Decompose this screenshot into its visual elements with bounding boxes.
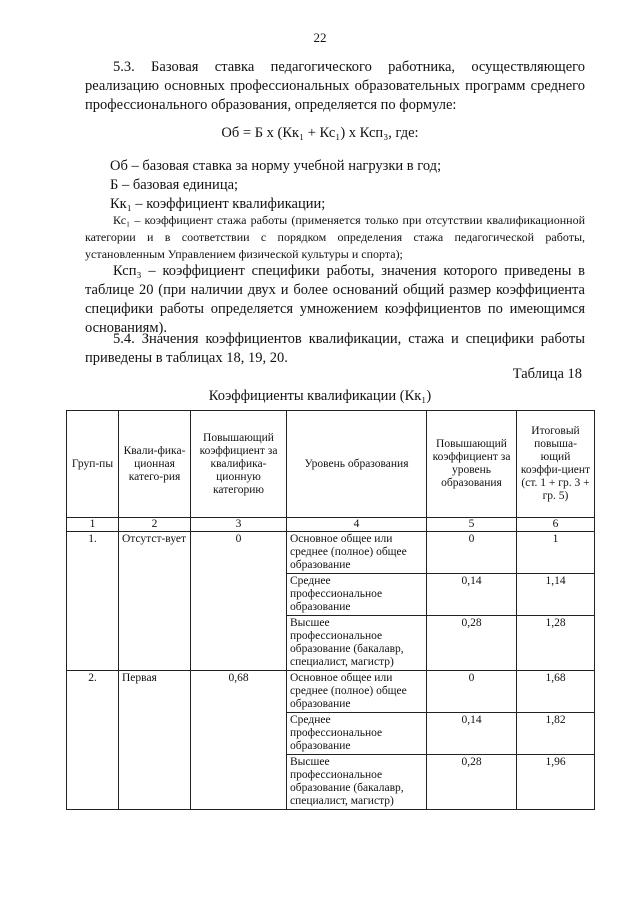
definition-ob: Об – базовая ставка за норму учебной нагрузки в год; <box>110 158 442 174</box>
education-level: Высшее профессиональное образование (бакалавр, специалист, магистр) <box>287 616 427 671</box>
formula: Об = Б х (Кк₁ + Кс₁) х Ксп₃, где: <box>221 125 419 141</box>
header-total-coef: Итоговый повыша-ющий коэффи-циент (ст. 1 + гр. 3 + гр. 5) <box>517 411 595 518</box>
total-coefficient: 1 <box>517 532 595 574</box>
total-coefficient: 1,82 <box>517 713 595 755</box>
column-number: 6 <box>517 518 595 532</box>
header-groups: Груп-пы <box>67 411 119 518</box>
table-row <box>67 671 595 713</box>
education-coefficient: 0,14 <box>427 713 517 755</box>
education-level: Среднее профессиональное образование <box>287 574 427 616</box>
table-label: Таблица 18 <box>512 366 582 382</box>
header-education-level: Уровень образования <box>287 411 427 518</box>
category-coefficient: 0 <box>191 532 287 671</box>
group-number: 2. <box>67 671 119 810</box>
definition-kc: Кс₁ – коэффициент стажа работы (применяется только при отсутствии квалификационной категории и в соответствии с порядком определения стажа педагогической работы, установленным Управлением физической культуры и спорта); <box>85 213 585 261</box>
qualification-coefficients-table <box>66 410 595 810</box>
total-coefficient: 1,14 <box>517 574 595 616</box>
column-number: 5 <box>427 518 517 532</box>
paragraph-5-3: 5.3. Базовая ставка педагогического работника, осуществляющего реализацию основных профессиональных образовательных программ среднего профессионального образования, определяется по формуле: <box>85 59 585 113</box>
column-number: 2 <box>119 518 191 532</box>
column-number: 3 <box>191 518 287 532</box>
header-category-coef: Повышающий коэффициент за квалифика-ционную категорию <box>191 411 287 518</box>
total-coefficient: 1,96 <box>517 755 595 810</box>
definition-b: Б – базовая единица; <box>110 177 239 193</box>
header-category: Квали-фика-ционная катего-рия <box>119 411 191 518</box>
category-coefficient: 0,68 <box>191 671 287 810</box>
education-coefficient: 0 <box>427 671 517 713</box>
education-coefficient: 0,14 <box>427 574 517 616</box>
table-title: Коэффициенты квалификации (Кк₁) <box>208 388 432 404</box>
group-number: 1. <box>67 532 119 671</box>
column-number: 4 <box>287 518 427 532</box>
qualification-category: Отсутст-вует <box>119 532 191 671</box>
definition-ksp: Ксп₃ – коэффициент специфики работы, значения которого приведены в таблице 20 (при наличии двух и более оснований общий размер коэффициента специфики работы определяется умножением коэффициентов по имеющимся основаниям). <box>85 263 585 336</box>
page-number: 22 <box>313 30 327 45</box>
education-coefficient: 0 <box>427 532 517 574</box>
education-coefficient: 0,28 <box>427 616 517 671</box>
header-education-coef: Повышающий коэффициент за уровень образования <box>427 411 517 518</box>
total-coefficient: 1,28 <box>517 616 595 671</box>
education-level: Среднее профессиональное образование <box>287 713 427 755</box>
total-coefficient: 1,68 <box>517 671 595 713</box>
education-level: Основное общее или среднее (полное) общее образование <box>287 671 427 713</box>
qualification-category: Первая <box>119 671 191 810</box>
definition-kk: Кк₁ – коэффициент квалификации; <box>110 196 326 212</box>
education-coefficient: 0,28 <box>427 755 517 810</box>
education-level: Высшее профессиональное образование (бакалавр, специалист, магистр) <box>287 755 427 810</box>
education-level: Основное общее или среднее (полное) общее образование <box>287 532 427 574</box>
column-number: 1 <box>67 518 119 532</box>
table-row <box>67 532 595 574</box>
paragraph-5-4: 5.4. Значения коэффициентов квалификации, стажа и специфики работы приведены в таблицах 18, 19, 20. <box>85 331 585 366</box>
